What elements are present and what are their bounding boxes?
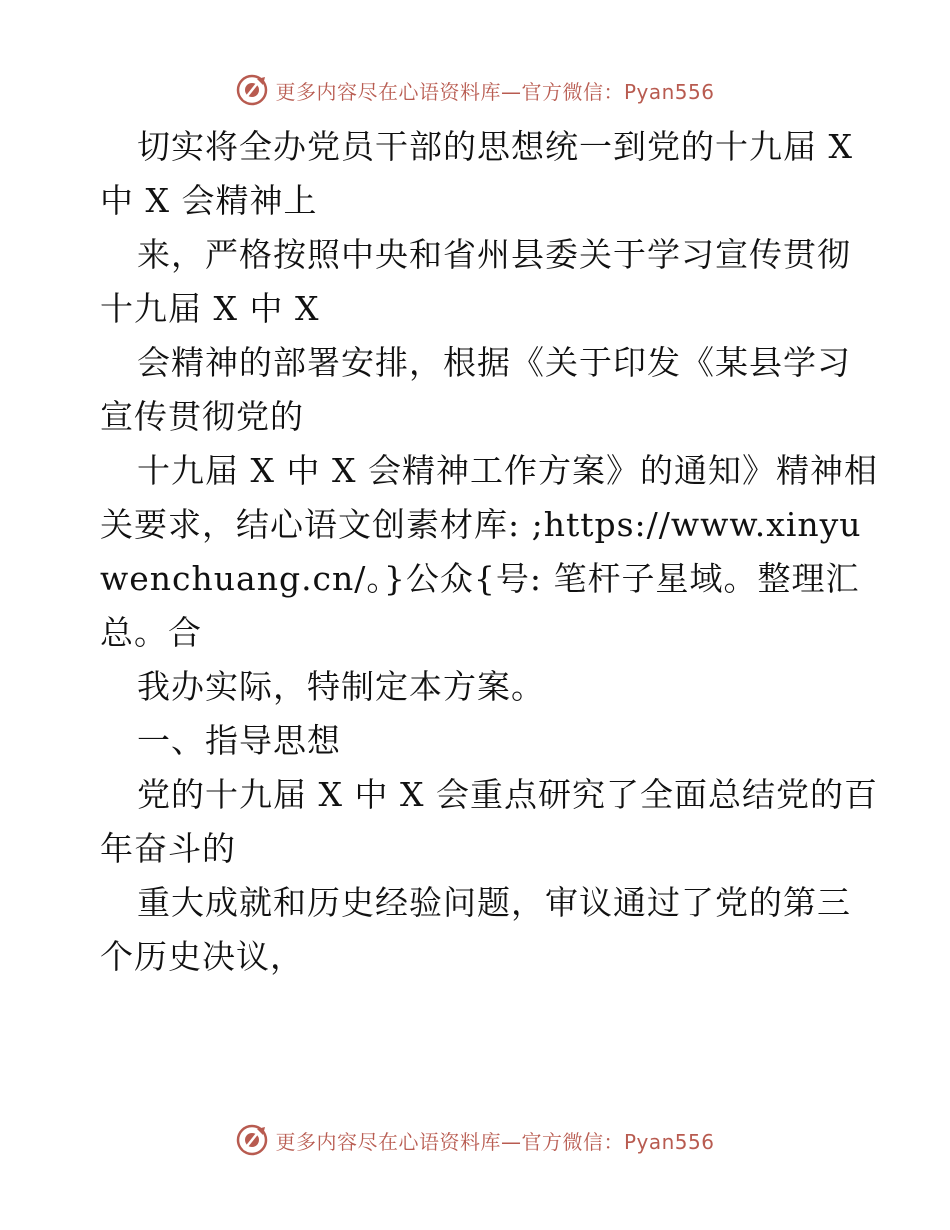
header-watermark-text: 更多内容尽在心语资料库—官方微信：Pyan556 <box>275 79 715 104</box>
text-line: 中 X 会精神上 <box>100 181 318 220</box>
text-line: 切实将全办党员干部的思想统一到党的十九届 X <box>137 127 853 166</box>
text-line: 党的十九届 X 中 X 会重点研究了全面总结党的百 <box>137 775 878 814</box>
text-line: 关要求，结心语文创素材库: ;https://www.xinyu <box>100 505 862 544</box>
footer-watermark-text: 更多内容尽在心语资料库—官方微信：Pyan556 <box>275 1129 715 1154</box>
text-line: 总。合 <box>100 613 202 652</box>
text-line: 来，严格按照中央和省州县委关于学习宣传贯彻 <box>137 235 851 274</box>
document-body <box>100 120 878 984</box>
logo-icon <box>235 1123 269 1157</box>
text-line: 一、指导思想 <box>137 721 341 760</box>
text-line: wenchuang.cn/。}公众{号: 笔杆子星域。整理汇 <box>100 559 860 598</box>
text-line: 会精神的部署安排，根据《关于印发《某县学习 <box>137 343 851 382</box>
logo-icon <box>235 73 269 107</box>
text-line: 年奋斗的 <box>100 829 236 868</box>
text-line: 宣传贯彻党的 <box>100 397 304 436</box>
text-line: 我办实际，特制定本方案。 <box>137 667 545 706</box>
text-line: 重大成就和历史经验问题，审议通过了党的第三 <box>137 883 851 922</box>
text-line: 个历史决议， <box>100 937 304 976</box>
header-watermark-banner <box>0 70 950 110</box>
text-line: 十九届 X 中 X <box>100 289 320 328</box>
footer-watermark-banner <box>0 1120 950 1160</box>
text-line: 十九届 X 中 X 会精神工作方案》的通知》精神相 <box>137 451 878 490</box>
